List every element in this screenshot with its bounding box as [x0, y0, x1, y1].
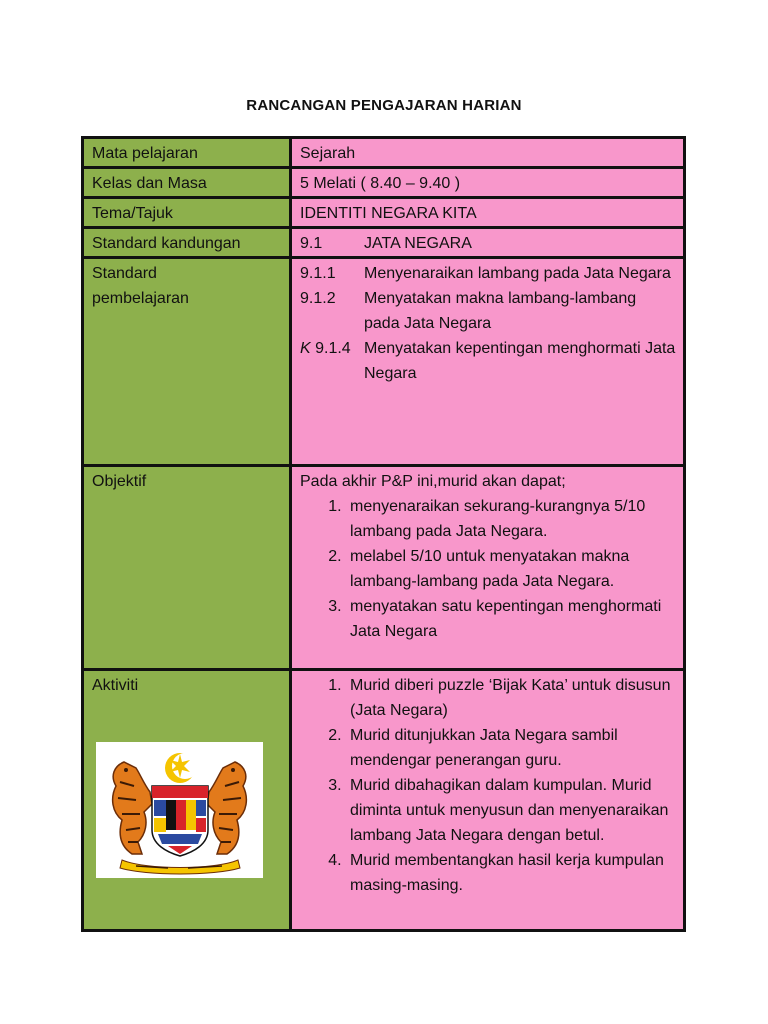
learning-standard-label-line2: pembelajaran — [92, 290, 189, 307]
row-class-time — [83, 168, 685, 198]
activity-label: Aktiviti — [83, 670, 291, 931]
learning-standard-code: 9.1.1 — [300, 265, 336, 282]
coat-of-arms-icon — [96, 742, 263, 878]
learning-standard-code-number: 9.1.4 — [310, 340, 351, 357]
learning-standard-code — [300, 336, 364, 386]
learning-standard-text: Menyatakan kepentingan menghormati Jata Negara — [364, 340, 676, 382]
activity-list — [300, 673, 676, 898]
motto-scroll-icon — [120, 860, 240, 874]
learning-standard-label — [83, 258, 291, 466]
subject-label: Mata pelajaran — [83, 138, 291, 168]
document-title: RANCANGAN PENGAJARAN HARIAN — [246, 97, 522, 114]
subject-value: Sejarah — [291, 138, 685, 168]
class-time-value: 5 Melati ( 8.40 – 9.40 ) — [291, 168, 685, 198]
learning-standard-text: Menyenaraikan lambang pada Jata Negara — [364, 265, 671, 282]
objective-item: 3. menyatakan satu kepentingan menghormati Jata Negara — [346, 594, 676, 644]
content-standard-code: 9.1 — [300, 235, 323, 252]
row-content-standard — [83, 228, 685, 258]
objective-list — [300, 494, 676, 644]
activity-item: 2. Murid ditunjukkan Jata Negara sambil mendengar penerangan guru. — [346, 723, 676, 773]
activity-value — [291, 670, 685, 931]
learning-standard-item — [300, 261, 676, 286]
row-learning-standard — [83, 258, 685, 466]
learning-standard-code: 9.1.2 — [300, 290, 336, 307]
learning-standard-value — [291, 258, 685, 466]
content-standard-label: Standard kandungan — [83, 228, 291, 258]
learning-standard-label-line1: Standard — [92, 265, 157, 282]
row-theme — [83, 198, 685, 228]
objective-value — [291, 466, 685, 670]
left-tiger-icon — [113, 762, 152, 854]
crescent-star-icon — [165, 753, 198, 783]
learning-standard-item — [300, 336, 676, 386]
row-objective — [83, 466, 685, 670]
activity-item: 3. Murid dibahagikan dalam kumpulan. Murid diminta untuk menyusun dan menyenaraikan lambang Jata Negara dengan betul. — [346, 773, 676, 848]
objective-item: 1. menyenaraikan sekurang-kurangnya 5/10 lambang pada Jata Negara. — [346, 494, 676, 544]
objective-intro: Pada akhir P&P ini,murid akan dapat; — [300, 473, 566, 490]
jata-negara-emblem — [96, 742, 263, 878]
content-standard-text: JATA NEGARA — [364, 235, 472, 252]
right-tiger-icon — [207, 762, 246, 854]
row-subject — [83, 138, 685, 168]
learning-standard-text: Menyatakan makna lambang-lambang pada Jata Negara — [364, 290, 637, 332]
content-standard-value — [291, 228, 685, 258]
theme-label: Tema/Tajuk — [83, 198, 291, 228]
objective-item: 2. melabel 5/10 untuk menyatakan makna lambang-lambang pada Jata Negara. — [346, 544, 676, 594]
objective-label: Objektif — [83, 466, 291, 670]
shield-icon — [152, 786, 208, 856]
activity-item: 1. Murid diberi puzzle ‘Bijak Kata’ untuk disusun (Jata Negara) — [346, 673, 676, 723]
learning-standard-code-prefix: K — [300, 340, 311, 357]
activity-item: 4. Murid membentangkan hasil kerja kumpulan masing-masing. — [346, 848, 676, 898]
class-time-label: Kelas dan Masa — [83, 168, 291, 198]
theme-value: IDENTITI NEGARA KITA — [291, 198, 685, 228]
learning-standard-item — [300, 286, 676, 336]
